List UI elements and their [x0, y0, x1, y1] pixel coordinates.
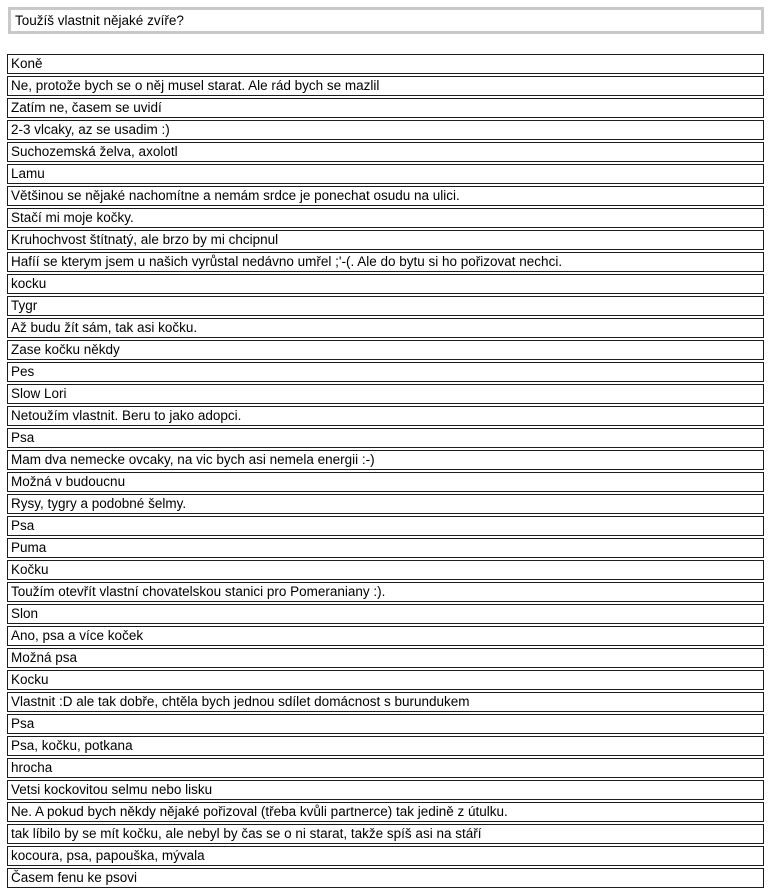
response-text: Zase kočku někdy: [11, 342, 120, 357]
response-row: [7, 560, 764, 580]
response-row: [7, 98, 764, 118]
responses-table: [7, 54, 764, 890]
response-row: [7, 494, 764, 514]
response-text: Kočku: [11, 562, 49, 577]
response-text: Zatím ne, časem se uvidí: [11, 100, 162, 115]
response-row: [7, 76, 764, 96]
response-row: [7, 802, 764, 822]
response-text: Lamu: [11, 166, 45, 181]
response-text: Psa, kočku, potkana: [11, 738, 133, 753]
response-row: [7, 736, 764, 756]
response-row: [7, 824, 764, 844]
response-row: [7, 626, 764, 646]
response-text: kocku: [11, 276, 47, 291]
response-row: [7, 846, 764, 866]
response-text: Psa: [11, 716, 35, 731]
response-text: Možná v budoucnu: [11, 474, 126, 489]
response-row: [7, 670, 764, 690]
response-row: [7, 714, 764, 734]
response-text: Kocku: [11, 672, 49, 687]
response-row: [7, 648, 764, 668]
response-row: [7, 582, 764, 602]
response-row: [7, 868, 764, 888]
response-row: [7, 450, 764, 470]
response-row: [7, 318, 764, 338]
response-text: Ne. A pokud bych někdy nějaké pořizoval (třeba kvůli partnerce) tak jedině z útulku.: [11, 804, 508, 819]
response-row: [7, 120, 764, 140]
response-text: Stačí mi moje kočky.: [11, 210, 134, 225]
response-row: [7, 780, 764, 800]
response-row: [7, 296, 764, 316]
question-text: Toužíš vlastnit nějaké zvíře?: [15, 13, 184, 28]
response-row: [7, 758, 764, 778]
response-text: Netoužím vlastnit. Beru to jako adopci.: [11, 408, 242, 423]
response-row: [7, 142, 764, 162]
response-row: [7, 274, 764, 294]
response-row: [7, 428, 764, 448]
response-text: Psa: [11, 518, 35, 533]
response-row: [7, 472, 764, 492]
response-text: Hafíí se kterym jsem u našich vyrůstal nedávno umřel ;'-(. Ale do bytu si ho pořizovat nechci.: [11, 254, 563, 269]
response-text: kocoura, psa, papouška, mývala: [11, 848, 205, 863]
response-text: hrocha: [11, 760, 53, 775]
response-text: Pes: [11, 364, 35, 379]
response-text: Vetsi kockovitou selmu nebo lisku: [11, 782, 213, 797]
response-row: [7, 208, 764, 228]
response-row: [7, 252, 764, 272]
response-row: [7, 186, 764, 206]
response-text: tak líbilo by se mít kočku, ale nebyl by čas se o ni starat, takže spíš asi na stáří: [11, 826, 482, 841]
response-text: Kruhochvost štítnatý, ale brzo by mi chcipnul: [11, 232, 279, 247]
response-row: [7, 54, 764, 74]
response-text: Až budu žít sám, tak asi kočku.: [11, 320, 198, 335]
response-text: Možná psa: [11, 650, 78, 665]
response-row: [7, 516, 764, 536]
response-text: Časem fenu ke psovi: [11, 870, 138, 885]
response-row: [7, 362, 764, 382]
response-row: [7, 384, 764, 404]
response-text: Koně: [11, 56, 43, 71]
response-row: [7, 340, 764, 360]
response-row: [7, 538, 764, 558]
response-text: Psa: [11, 430, 35, 445]
response-row: [7, 692, 764, 712]
response-text: 2-3 vlcaky, az se usadim :): [11, 122, 170, 137]
response-text: Puma: [11, 540, 47, 555]
response-row: [7, 164, 764, 184]
response-text: Suchozemská želva, axolotl: [11, 144, 178, 159]
response-text: Slon: [11, 606, 39, 621]
response-text: Vlastnit :D ale tak dobře, chtěla bych jednou sdílet domácnost s burundukem: [11, 694, 470, 709]
response-row: [7, 604, 764, 624]
response-row: [7, 406, 764, 426]
response-text: Mam dva nemecke ovcaky, na vic bych asi nemela energii :-): [11, 452, 375, 467]
response-text: Většinou se nějaké nachomítne a nemám srdce je ponechat osudu na ulici.: [11, 188, 460, 203]
response-row: [7, 230, 764, 250]
response-text: Ano, psa a více koček: [11, 628, 144, 643]
response-text: Slow Lori: [11, 386, 67, 401]
question-field: [8, 7, 764, 34]
response-text: Ne, protože bych se o něj musel starat. Ale rád bych se mazlil: [11, 78, 380, 93]
response-text: Rysy, tygry a podobné šelmy.: [11, 496, 187, 511]
response-text: Tygr: [11, 298, 38, 313]
response-text: Toužím otevřít vlastní chovatelskou stanici pro Pomeraniany :).: [11, 584, 386, 599]
